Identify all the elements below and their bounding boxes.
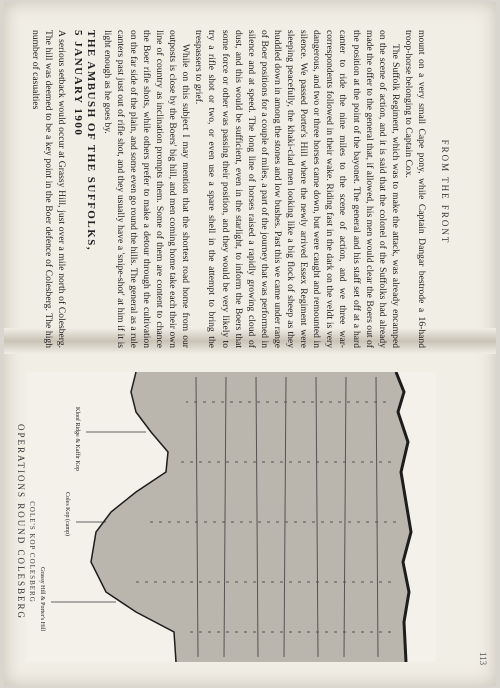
page-number: 113 [478,652,488,666]
running-head-left: FROM THE FRONT [440,139,450,245]
body-text [29,30,428,348]
landscape-illustration [26,372,436,662]
section-date: 5 JANUARY 1900 [71,30,84,137]
map-label-center: Coles Kop (camp) [64,492,70,536]
book-spread [4,2,496,686]
section-title: THE AMBUSH OF THE SUFFOLKS, [84,30,97,252]
map-label-left: Kloof Ridge & Kaffir Kop [74,407,80,471]
figure-caption: COLE'S KOP COLESBERG [28,501,36,603]
running-head-right: OPERATIONS ROUND COLESBERG [16,423,26,620]
section-paragraph: A serious setback would occur at Grassy Hill, just over a mile north of Colesberg. The hill was deemed to be a key point in the Boer defence of Colesberg. The high number of casualties [30,30,68,348]
map-label-right: Grassy Hill & Porter's Hill [39,567,45,632]
paragraph-2: The Suffolk Regiment, which was to make the attack, was already encamped on the scene of action, and it is said that the colonel of the Suffolks had already made the offer to the general that, if allowed, his men would clear the Boers out of the position at the point of the bayonet. The general and his staff set off at a hard canter to ride the nine miles to the scene of action, and we three war-correspondents followed in their wake. Riding fast in the dark on the veldt is very dangerous, and two or three horses came down, but were caught and remounted in silence. We passed Porter's Hill where the newly arrived Essex Regiment were sleeping peacefully, the khaki-clad men looking like a big flock of sheep as they huddled down in among the stones and low bushes. Past this we came under range of Boer positions for a couple of miles, a part of the journey that was performed in silence and at speed. The long line of horses raised a rapidly growing cloud of dust, and this would be sufficient, even in the starlight, to inform the Boers that some force or other was passing their position, and they would be very likely to try a rifle shot or two, or even use a spare shell in the attempt to bring the trespassers to grief. [193,30,401,348]
rotated-page-content [4,2,496,686]
paragraph-3: While on this subject I may mention that the shortest road home from our outposts is close by the Boers' big hill, and men coming home take each their own line of country as inclination prompts them. Some of them are content to chance the Boer rifle shots, while others prefer to make a detour through the cultivation on the far side of the plain, and some even go round the hills. The general as a rule canters past just out of rifle shot, and they usually have a 'snipe-shot' at him if it is light enough as he goes by. [101,30,192,348]
paragraph-1: mount on a very small Cape pony, while Captain Dangar bestrode a 16-hand troop-horse belonging to Captain Cox. [402,30,427,348]
